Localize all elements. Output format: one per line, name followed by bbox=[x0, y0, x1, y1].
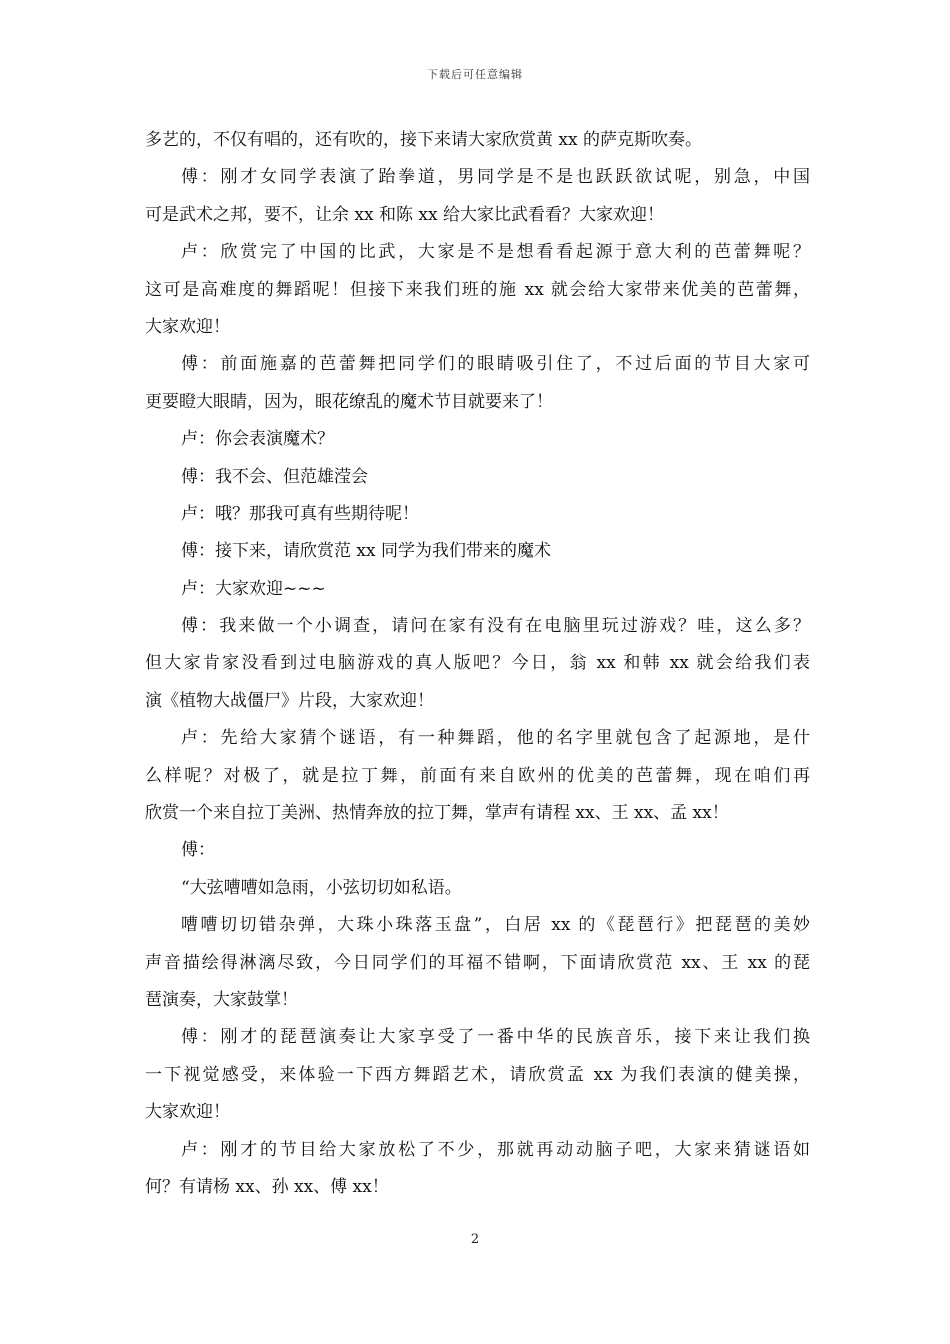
text-line: “大弦嘈嘈如急雨，小弦切切如私语。 bbox=[181, 877, 462, 898]
text-line: 一下视觉感受，来体验一下西方舞蹈艺术，请欣赏孟 xx 为我们表演的健美操， bbox=[145, 1064, 810, 1085]
text-line: 卢：大家欢迎~~~ bbox=[181, 578, 326, 599]
text-line: 大家欢迎！ bbox=[145, 316, 230, 337]
document-body bbox=[145, 122, 810, 1206]
text-line: 傅：我不会、但范雄滢会 bbox=[181, 466, 368, 487]
text-line: 欣赏一个来自拉丁美洲、热情奔放的拉丁舞，掌声有请程 xx、王 xx、孟 xx！ bbox=[145, 803, 729, 824]
text-line: 么样呢？对极了，就是拉丁舞，前面有来自欧州的优美的芭蕾舞，现在咱们再 bbox=[145, 765, 810, 786]
text-line: 但大家肯家没看到过电脑游戏的真人版吧？今日，翁 xx 和韩 xx 就会给我们表 bbox=[145, 653, 810, 674]
text-line: 傅： bbox=[181, 840, 215, 861]
text-line: 演《植物大战僵尸》片段，大家欢迎！ bbox=[145, 690, 434, 711]
text-line: 大家欢迎！ bbox=[145, 1102, 230, 1123]
text-line: 多艺的，不仅有唱的，还有吹的，接下来请大家欣赏黄 xx 的萨克斯吹奏。 bbox=[145, 130, 702, 150]
text-line: 卢：刚才的节目给大家放松了不少，那就再动动脑子吧，大家来猜谜语如 bbox=[181, 1139, 810, 1160]
text-line: 这可是高难度的舞蹈呢！但接下来我们班的施 xx 就会给大家带来优美的芭蕾舞， bbox=[145, 279, 810, 300]
text-line: 可是武术之邦，要不，让余 xx 和陈 xx 给大家比武看看？大家欢迎！ bbox=[145, 204, 664, 225]
text-line: 琶演奏，大家鼓掌！ bbox=[145, 989, 298, 1010]
page-number: 2 bbox=[470, 1232, 480, 1247]
text-line: 何？有请杨 xx、孙 xx、傅 xx！ bbox=[145, 1176, 389, 1197]
text-line: 傅：刚才女同学表演了跆拳道，男同学是不是也跃跃欲试呢，别急，中国 bbox=[181, 167, 810, 188]
text-line: 卢：先给大家猜个谜语，有一种舞蹈，他的名字里就包含了起源地，是什 bbox=[181, 728, 810, 749]
text-line: 卢：哦？那我可真有些期待呢！ bbox=[181, 503, 419, 524]
text-line: 卢：你会表演魔术？ bbox=[181, 429, 334, 450]
text-line: 嘈嘈切切错杂弹，大珠小珠落玉盘”，白居 xx 的《琵琶行》把琵琶的美妙 bbox=[181, 915, 810, 936]
text-line: 更要瞪大眼睛，因为，眼花缭乱的魔术节目就要来了！ bbox=[145, 391, 553, 412]
text-line: 傅：前面施嘉的芭蕾舞把同学们的眼睛吸引住了，不过后面的节目大家可 bbox=[181, 354, 810, 375]
text-line: 傅：刚才的琵琶演奏让大家享受了一番中华的民族音乐，接下来让我们换 bbox=[181, 1027, 810, 1048]
text-line: 声音描绘得淋漓尽致，今日同学们的耳福不错啊，下面请欣赏范 xx、王 xx 的琵 bbox=[145, 952, 810, 973]
page-header: 下载后可任意编辑 bbox=[427, 68, 523, 81]
text-line: 卢：欣赏完了中国的比武，大家是不是想看看起源于意大利的芭蕾舞呢？ bbox=[181, 242, 810, 263]
text-line: 傅：接下来，请欣赏范 xx 同学为我们带来的魔术 bbox=[181, 541, 551, 562]
text-line: 傅：我来做一个小调查，请问在家有没有在电脑里玩过游戏？哇，这么多？ bbox=[181, 616, 810, 637]
